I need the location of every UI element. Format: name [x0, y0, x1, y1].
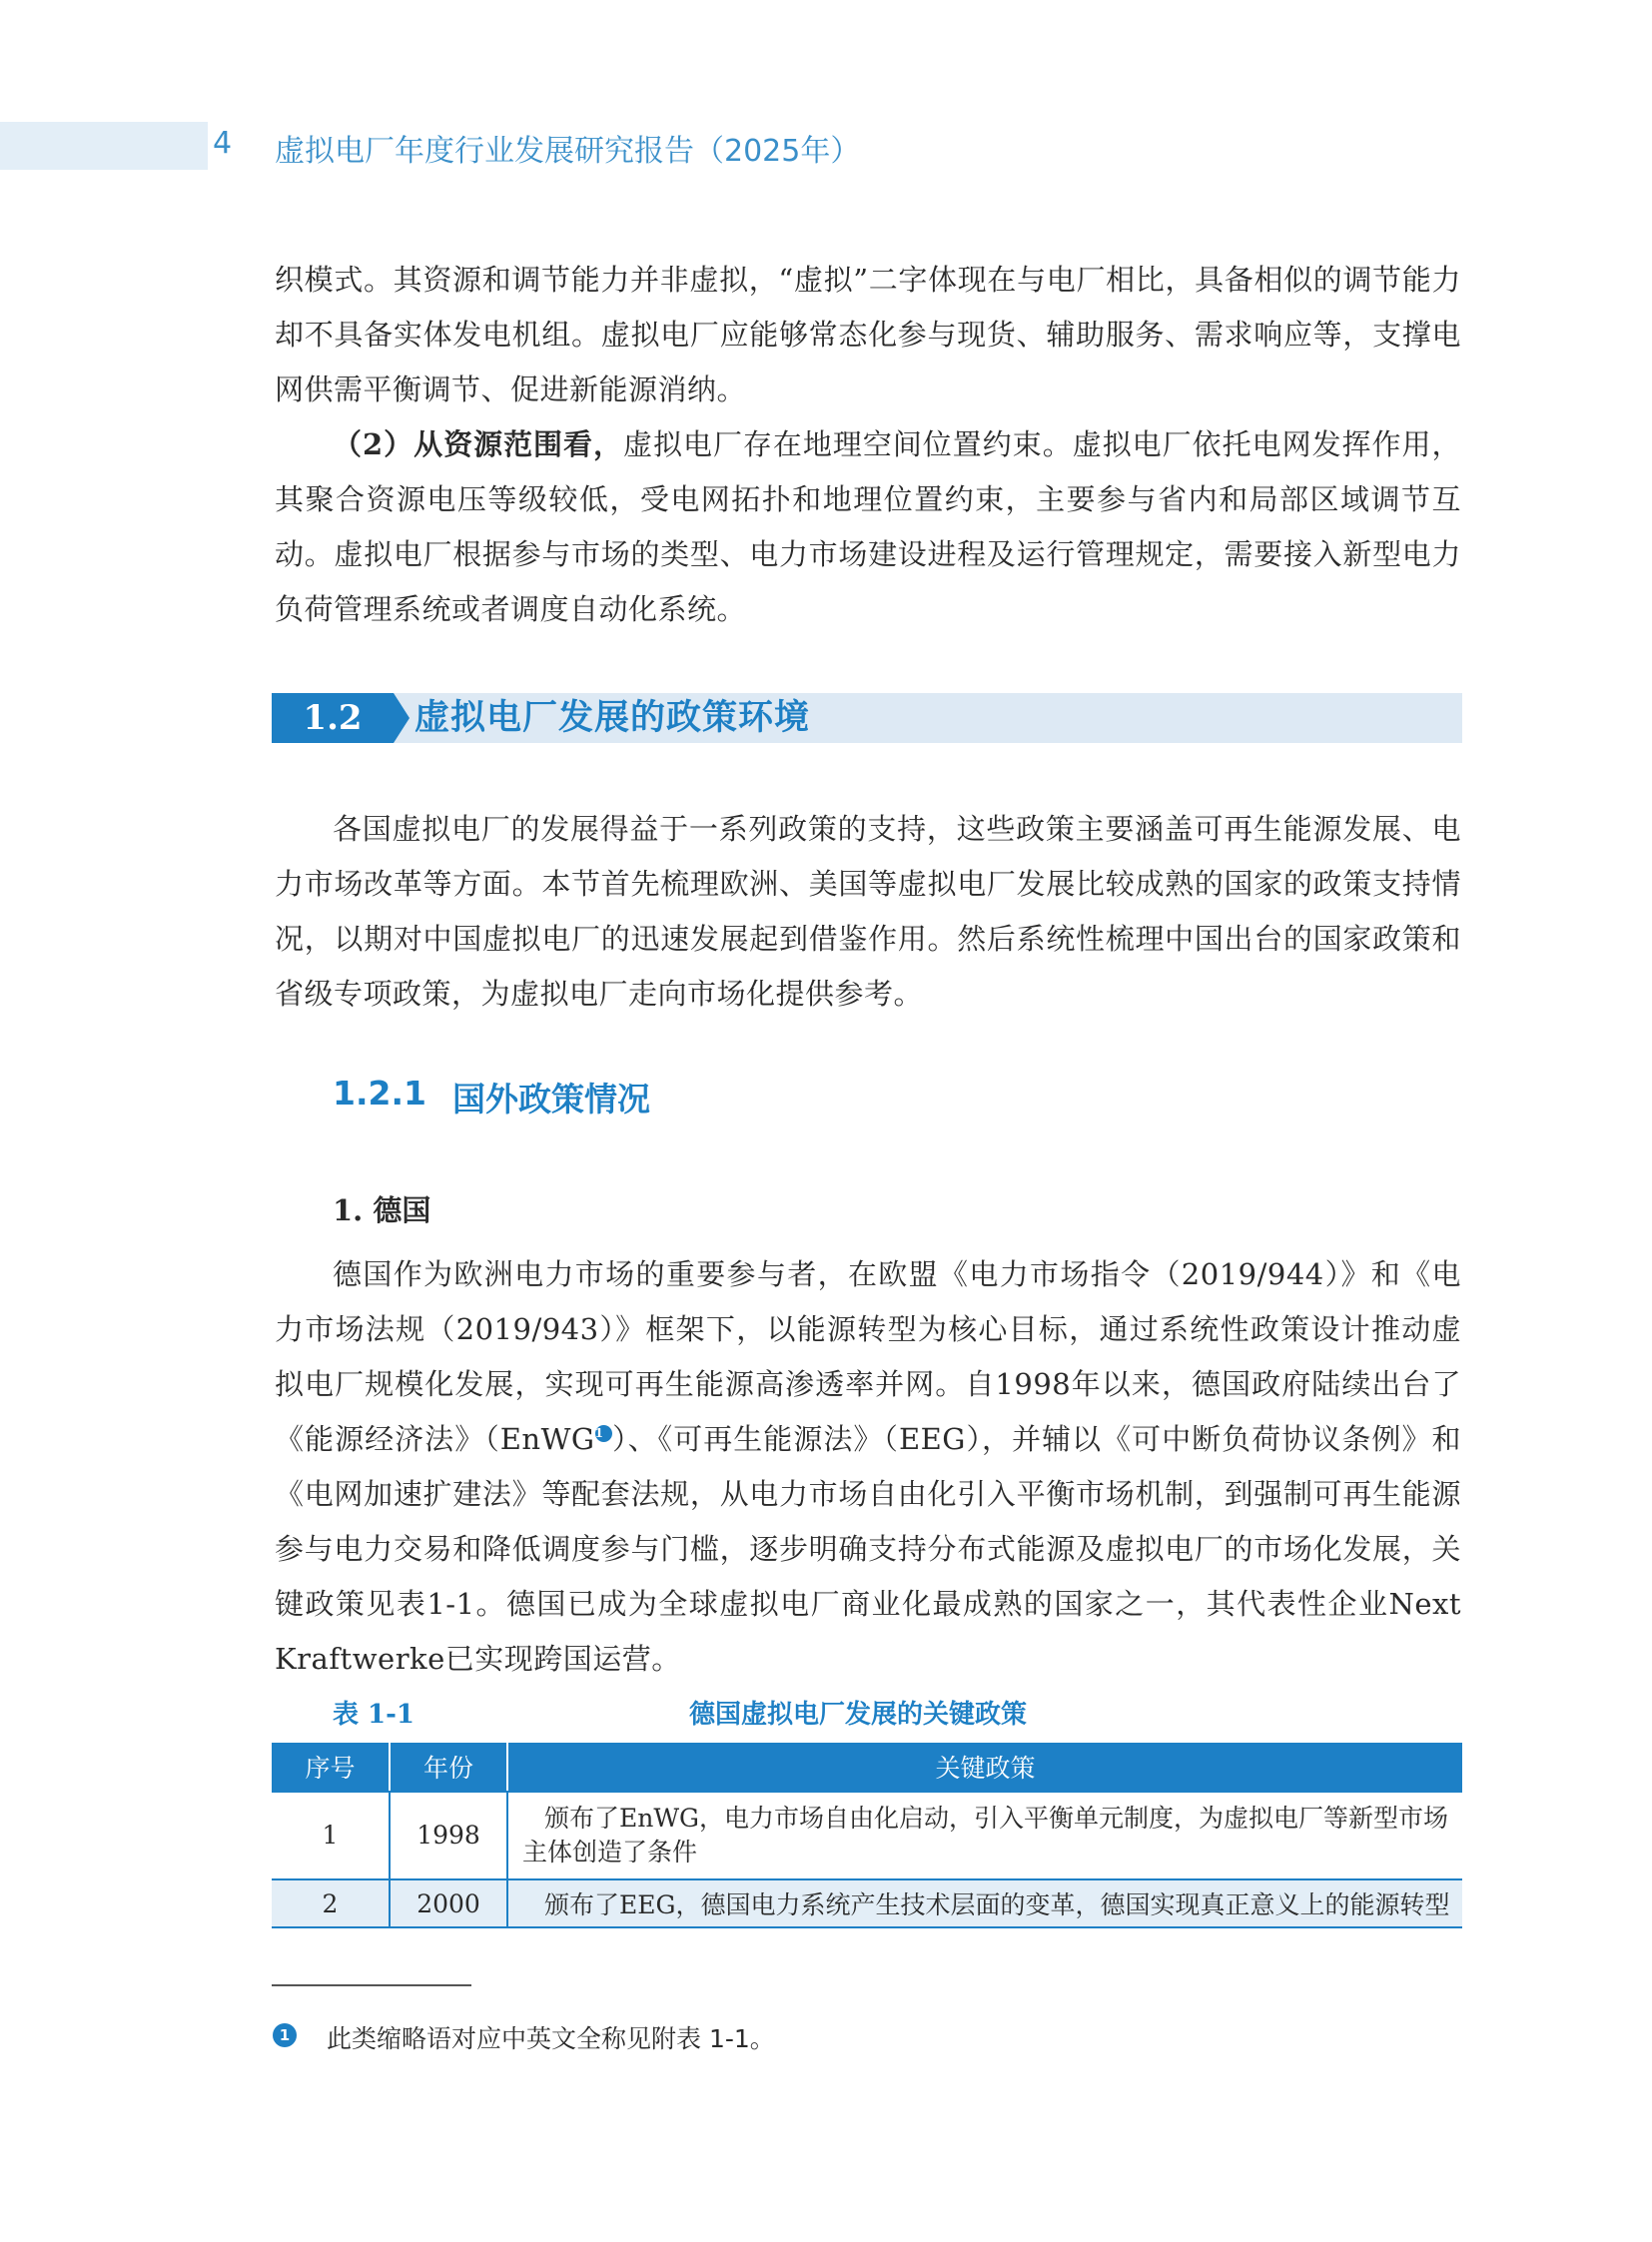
footnote-divider — [272, 1984, 471, 1986]
table-label: 表 1-1 — [333, 1700, 415, 1730]
paragraph-germany — [275, 1247, 1461, 1687]
policy-table — [272, 1743, 1462, 1928]
table-cell-policy — [507, 1879, 1462, 1927]
paragraph-lead: （2）从资源范围看， — [333, 427, 623, 461]
paragraph-body: 虚拟电厂存在地理空间位置约束。虚拟电厂依托电网发挥作用，其聚合资源电压等级较低，受电网拓扑和地理位置约束，主要参与省内和局部区域调节互动。虚拟电厂根据参与市场的类型、电力市场建设进程及运行管理规定，需要接入新型电力负荷管理系统或者调度自动化系统。 — [275, 427, 1461, 626]
section-arrow-icon — [394, 693, 410, 743]
subsection-number: 1.2.1 — [333, 1074, 426, 1113]
header-band — [0, 122, 208, 170]
footnote-number-icon: 1 — [273, 2023, 297, 2047]
table-header-year: 年份 — [390, 1743, 507, 1792]
table-row — [272, 1879, 1462, 1927]
running-header-title: 虚拟电厂年度行业发展研究报告（2025年） — [275, 134, 861, 169]
heading-germany: 1. 德国 — [333, 1193, 431, 1227]
policy-text: 颁布了EnWG，电力市场自由化启动，引入平衡单元制度，为虚拟电厂等新型市场主体创造了条件 — [522, 1804, 1449, 1867]
subsection-title: 国外政策情况 — [452, 1080, 650, 1119]
footnote-text: 此类缩略语对应中英文全称见附表 1-1。 — [327, 2024, 775, 2053]
table-row — [272, 1792, 1462, 1879]
table-cell-year: 2000 — [390, 1879, 507, 1927]
paragraph-continuation: 织模式。其资源和调节能力并非虚拟，“虚拟”二字体现在与电厂相比，具备相似的调节能力却不具备实体发电机组。虚拟电厂应能够常态化参与现货、辅助服务、需求响应等，支撑电网供需平衡调节、促进新能源消纳。 — [275, 263, 1461, 406]
table-header-no: 序号 — [272, 1743, 390, 1792]
section-title: 虚拟电厂发展的政策环境 — [414, 697, 811, 738]
table-cell-year: 1998 — [390, 1792, 507, 1879]
table-header-policy: 关键政策 — [507, 1743, 1462, 1792]
paragraph-text-part2: ）、《可再生能源法》（EEG），并辅以《可中断负荷协议条例》和《电网加速扩建法》等配套法规，从电力市场自由化引入平衡市场机制，到强制可再生能源参与电力交易和降低调度参与门槛，逐步明确支持分布式能源及虚拟电厂的市场化发展，关键政策见表1-1。德国已成为全球虚拟电厂商业化最成熟的国家之一，其代表性企业Next Kraftwerke已实现跨国运营。 — [275, 1422, 1461, 1676]
policy-text: 颁布了EEG，德国电力系统产生技术层面的变革，德国实现真正意义上的能源转型 — [544, 1890, 1450, 1919]
section-number: 1.2 — [303, 698, 363, 738]
header-divider — [246, 122, 248, 170]
table-cell-no: 1 — [272, 1792, 390, 1879]
page-number: 4 — [213, 126, 233, 161]
table-header-row — [272, 1743, 1462, 1792]
table-cell-no: 2 — [272, 1879, 390, 1927]
table-title: 德国虚拟电厂发展的关键政策 — [689, 1700, 1028, 1730]
table-cell-policy — [507, 1792, 1462, 1879]
paragraph-resource-scope — [275, 417, 1461, 637]
footnote-ref-icon[interactable]: 1 — [595, 1425, 612, 1442]
paragraph-text-part1: 德国作为欧洲电力市场的重要参与者，在欧盟《电力市场指令（2019/944）》和《电力市场法规（2019/943）》框架下，以能源转型为核心目标，通过系统性政策设计推动虚拟电厂规模化发展，实现可再生能源高渗透率并网。自1998年以来，德国政府陆续出台了《能源经济法》（EnWG — [275, 1257, 1461, 1456]
paragraph-policy-intro: 各国虚拟电厂的发展得益于一系列政策的支持，这些政策主要涵盖可再生能源发展、电力市场改革等方面。本节首先梳理欧洲、美国等虚拟电厂发展比较成熟的国家的政策支持情况，以期对中国虚拟电厂的迅速发展起到借鉴作用。然后系统性梳理中国出台的国家政策和省级专项政策，为虚拟电厂走向市场化提供参考。 — [275, 812, 1461, 1011]
